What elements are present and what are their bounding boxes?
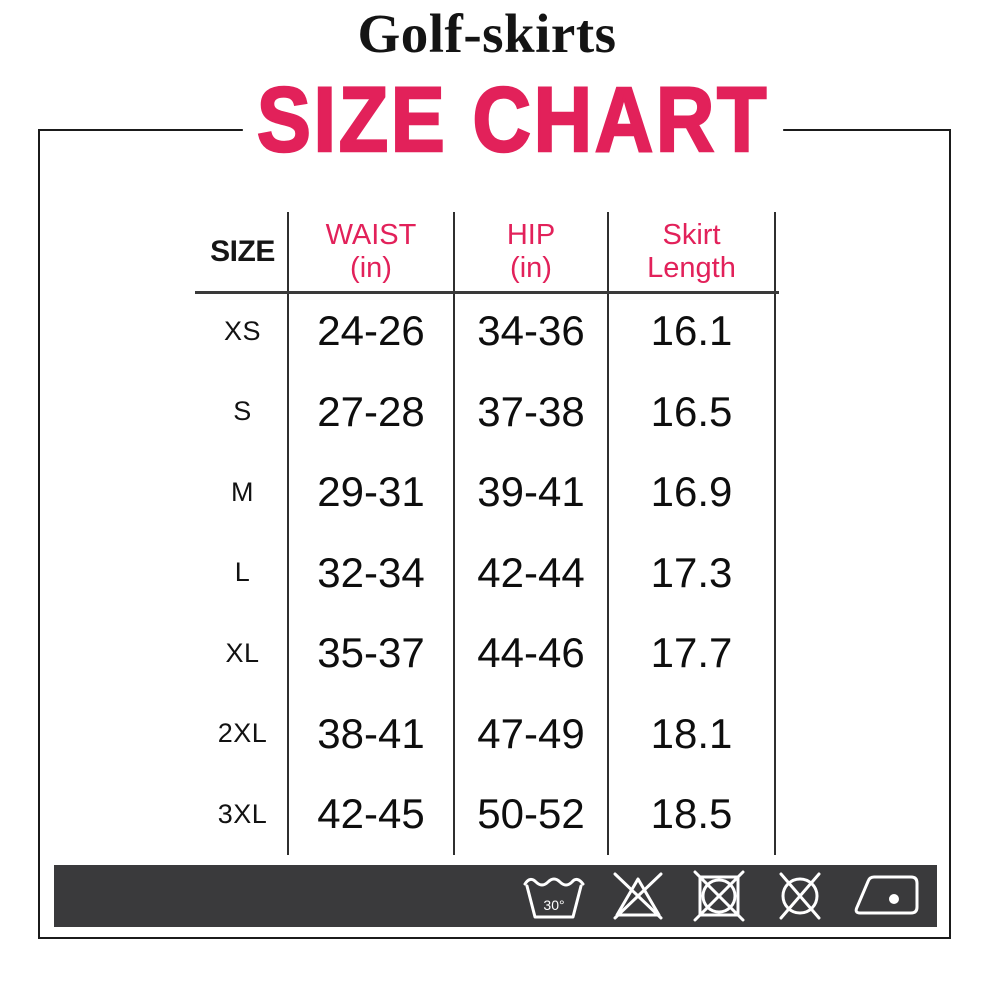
waist-value: 24-26 <box>287 291 453 372</box>
table-row <box>198 372 776 453</box>
column-header-label: Skirt <box>662 219 721 252</box>
size-label: M <box>231 476 254 507</box>
waist-value: 42-45 <box>287 774 453 855</box>
waist-value: 32-34 <box>287 533 453 614</box>
hip-value: 37-38 <box>453 372 607 453</box>
size-label: XS <box>223 315 262 346</box>
skirt-length-value: 18.5 <box>607 774 776 855</box>
do-not-bleach-icon <box>608 870 668 922</box>
table-row <box>198 613 776 694</box>
size-label: L <box>234 557 251 588</box>
iron-icon <box>851 870 923 922</box>
page-title: SIZE CHART <box>243 74 783 166</box>
skirt-length-value: 17.7 <box>607 613 776 694</box>
size-label: XL <box>225 637 260 668</box>
waist-value: 35-37 <box>287 613 453 694</box>
column-header-size <box>198 212 287 291</box>
column-header-hip <box>453 212 607 291</box>
hip-value: 39-41 <box>453 452 607 533</box>
column-header-skirt-length <box>607 212 776 291</box>
skirt-length-value: 16.5 <box>607 372 776 453</box>
size-chart-table <box>198 212 776 855</box>
hip-value: 34-36 <box>453 291 607 372</box>
table-row <box>198 533 776 614</box>
column-header-label: WAIST <box>325 219 417 252</box>
waist-value: 27-28 <box>287 372 453 453</box>
column-header-waist <box>287 212 453 291</box>
table-row <box>198 291 776 372</box>
do-not-tumble-dry-icon <box>689 870 749 922</box>
brand-title: Golf-skirts <box>357 3 617 64</box>
waist-value: 29-31 <box>287 452 453 533</box>
header-underline <box>195 291 779 294</box>
do-not-dry-clean-icon <box>770 870 830 922</box>
hip-value: 44-46 <box>453 613 607 694</box>
table-row <box>198 694 776 775</box>
column-header-label: SIZE <box>210 234 275 268</box>
size-label: 3XL <box>217 798 268 829</box>
hip-value: 50-52 <box>453 774 607 855</box>
size-label: 2XL <box>217 718 268 749</box>
skirt-length-value: 18.1 <box>607 694 776 775</box>
skirt-length-value: 17.3 <box>607 533 776 614</box>
column-header-sublabel: (in) <box>350 251 392 284</box>
svg-text:30°: 30° <box>543 897 565 913</box>
column-header-sublabel: (in) <box>510 251 552 284</box>
skirt-length-value: 16.9 <box>607 452 776 533</box>
machine-wash-30-icon <box>521 870 587 922</box>
page-title-wrap <box>0 69 1000 171</box>
size-label: S <box>233 396 252 427</box>
table-row <box>198 774 776 855</box>
skirt-length-value: 16.1 <box>607 291 776 372</box>
care-instructions-bar <box>54 865 937 927</box>
table-header-row <box>198 212 776 291</box>
column-header-sublabel: Length <box>647 251 736 284</box>
hip-value: 47-49 <box>453 694 607 775</box>
table-row <box>198 452 776 533</box>
column-header-label: HIP <box>506 219 556 252</box>
hip-value: 42-44 <box>453 533 607 614</box>
waist-value: 38-41 <box>287 694 453 775</box>
